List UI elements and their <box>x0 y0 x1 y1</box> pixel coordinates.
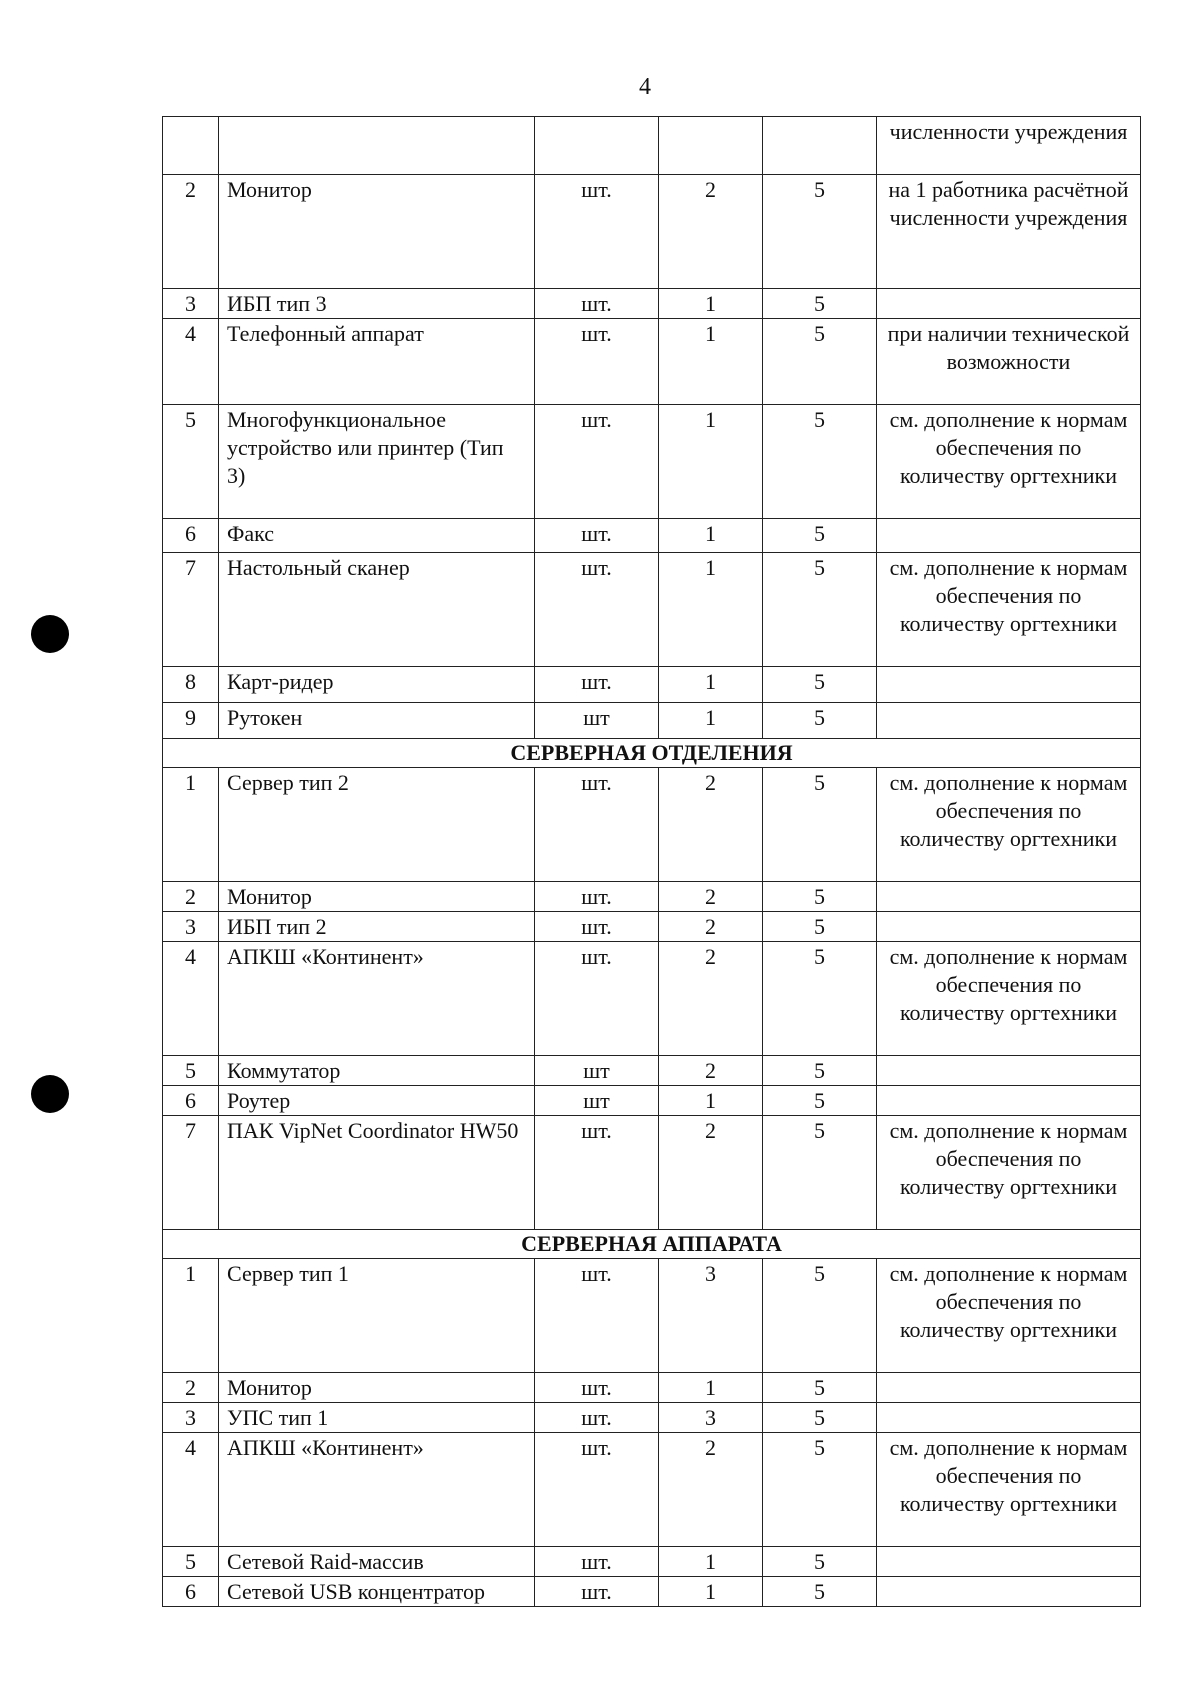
item-name <box>219 117 535 175</box>
note <box>877 519 1141 553</box>
item-name: Сетевой USB концентратор <box>219 1577 535 1607</box>
equipment-norms-table <box>162 116 1141 1607</box>
unit-of-measure: шт. <box>535 1373 659 1403</box>
row-number: 2 <box>163 882 219 912</box>
note: см. дополнение к нормам обеспечения по количеству оргтехники <box>877 1116 1141 1230</box>
service-life-years: 5 <box>763 519 877 553</box>
unit-of-measure: шт. <box>535 1433 659 1547</box>
row-number: 2 <box>163 175 219 289</box>
row-number: 9 <box>163 703 219 739</box>
service-life-years <box>763 117 877 175</box>
unit-of-measure: шт. <box>535 942 659 1056</box>
row-number: 3 <box>163 912 219 942</box>
unit-of-measure: шт. <box>535 768 659 882</box>
quantity: 1 <box>659 405 763 519</box>
quantity: 1 <box>659 667 763 703</box>
punch-hole-mark <box>31 1075 69 1113</box>
unit-of-measure: шт. <box>535 519 659 553</box>
note: численности учреждения <box>877 117 1141 175</box>
page-number: 4 <box>639 74 651 100</box>
note <box>877 1056 1141 1086</box>
item-name: УПС тип 1 <box>219 1403 535 1433</box>
item-name: Многофункциональное устройство или принтер (Тип 3) <box>219 405 535 519</box>
service-life-years: 5 <box>763 882 877 912</box>
item-name: АПКШ «Континент» <box>219 942 535 1056</box>
table-row <box>163 768 1141 882</box>
table-row <box>163 553 1141 667</box>
note <box>877 882 1141 912</box>
row-number <box>163 117 219 175</box>
unit-of-measure: шт. <box>535 667 659 703</box>
row-number: 1 <box>163 1259 219 1373</box>
quantity: 2 <box>659 912 763 942</box>
unit-of-measure: шт. <box>535 1547 659 1577</box>
row-number: 4 <box>163 942 219 1056</box>
item-name: Настольный сканер <box>219 553 535 667</box>
quantity: 1 <box>659 703 763 739</box>
item-name: Монитор <box>219 175 535 289</box>
unit-of-measure: шт. <box>535 289 659 319</box>
quantity: 1 <box>659 1547 763 1577</box>
item-name: Монитор <box>219 1373 535 1403</box>
quantity: 1 <box>659 319 763 405</box>
table-row <box>163 175 1141 289</box>
table-row <box>163 319 1141 405</box>
item-name: Коммутатор <box>219 1056 535 1086</box>
service-life-years: 5 <box>763 1577 877 1607</box>
unit-of-measure: шт <box>535 703 659 739</box>
section-title: СЕРВЕРНАЯ ОТДЕЛЕНИЯ <box>163 739 1141 768</box>
service-life-years: 5 <box>763 1547 877 1577</box>
row-number: 4 <box>163 319 219 405</box>
row-number: 1 <box>163 768 219 882</box>
unit-of-measure: шт. <box>535 882 659 912</box>
unit-of-measure: шт. <box>535 1259 659 1373</box>
row-number: 2 <box>163 1373 219 1403</box>
quantity: 1 <box>659 1577 763 1607</box>
row-number: 8 <box>163 667 219 703</box>
note: см. дополнение к нормам обеспечения по количеству оргтехники <box>877 1433 1141 1547</box>
service-life-years: 5 <box>763 667 877 703</box>
row-number: 7 <box>163 553 219 667</box>
table-row <box>163 1086 1141 1116</box>
unit-of-measure: шт <box>535 1056 659 1086</box>
table-row <box>163 703 1141 739</box>
section-header-row <box>163 739 1141 768</box>
item-name: Сервер тип 1 <box>219 1259 535 1373</box>
unit-of-measure: шт. <box>535 912 659 942</box>
quantity: 3 <box>659 1259 763 1373</box>
service-life-years: 5 <box>763 319 877 405</box>
quantity: 1 <box>659 553 763 667</box>
unit-of-measure: шт. <box>535 319 659 405</box>
row-number: 3 <box>163 1403 219 1433</box>
unit-of-measure: шт <box>535 1086 659 1116</box>
item-name: ИБП тип 2 <box>219 912 535 942</box>
table-row <box>163 667 1141 703</box>
row-number: 6 <box>163 1086 219 1116</box>
service-life-years: 5 <box>763 1116 877 1230</box>
quantity: 1 <box>659 289 763 319</box>
note: при наличии технической возможности <box>877 319 1141 405</box>
unit-of-measure: шт. <box>535 553 659 667</box>
service-life-years: 5 <box>763 553 877 667</box>
item-name: Монитор <box>219 882 535 912</box>
quantity: 2 <box>659 768 763 882</box>
note <box>877 1086 1141 1116</box>
quantity: 1 <box>659 1086 763 1116</box>
item-name: Сервер тип 2 <box>219 768 535 882</box>
table-row <box>163 519 1141 553</box>
table-row <box>163 405 1141 519</box>
quantity: 2 <box>659 1056 763 1086</box>
item-name: АПКШ «Континент» <box>219 1433 535 1547</box>
table-body <box>163 117 1141 1607</box>
quantity: 1 <box>659 519 763 553</box>
note: см. дополнение к нормам обеспечения по количеству оргтехники <box>877 405 1141 519</box>
note: на 1 работника расчётной численности учреждения <box>877 175 1141 289</box>
note <box>877 1577 1141 1607</box>
row-number: 6 <box>163 519 219 553</box>
note <box>877 1403 1141 1433</box>
service-life-years: 5 <box>763 1403 877 1433</box>
quantity: 2 <box>659 175 763 289</box>
note: см. дополнение к нормам обеспечения по количеству оргтехники <box>877 768 1141 882</box>
row-number: 5 <box>163 1547 219 1577</box>
note <box>877 912 1141 942</box>
table-row <box>163 1056 1141 1086</box>
note <box>877 667 1141 703</box>
service-life-years: 5 <box>763 1373 877 1403</box>
item-name: Роутер <box>219 1086 535 1116</box>
row-number: 6 <box>163 1577 219 1607</box>
note: см. дополнение к нормам обеспечения по количеству оргтехники <box>877 942 1141 1056</box>
service-life-years: 5 <box>763 175 877 289</box>
item-name: Сетевой Raid-массив <box>219 1547 535 1577</box>
quantity: 2 <box>659 1116 763 1230</box>
unit-of-measure: шт. <box>535 405 659 519</box>
service-life-years: 5 <box>763 1056 877 1086</box>
table-row <box>163 289 1141 319</box>
note <box>877 1547 1141 1577</box>
item-name: Телефонный аппарат <box>219 319 535 405</box>
note: см. дополнение к нормам обеспечения по количеству оргтехники <box>877 1259 1141 1373</box>
table-row <box>163 117 1141 175</box>
table-row <box>163 882 1141 912</box>
section-title: СЕРВЕРНАЯ АППАРАТА <box>163 1230 1141 1259</box>
item-name: Карт-ридер <box>219 667 535 703</box>
table-row <box>163 1403 1141 1433</box>
unit-of-measure: шт. <box>535 1577 659 1607</box>
table-row <box>163 1577 1141 1607</box>
table-row <box>163 912 1141 942</box>
quantity: 2 <box>659 882 763 912</box>
table-row <box>163 1116 1141 1230</box>
item-name: Рутокен <box>219 703 535 739</box>
item-name: ИБП тип 3 <box>219 289 535 319</box>
row-number: 5 <box>163 405 219 519</box>
note <box>877 1373 1141 1403</box>
punch-hole-mark <box>31 615 69 653</box>
table-row <box>163 942 1141 1056</box>
service-life-years: 5 <box>763 405 877 519</box>
note <box>877 703 1141 739</box>
unit-of-measure: шт. <box>535 1403 659 1433</box>
item-name: Факс <box>219 519 535 553</box>
service-life-years: 5 <box>763 1433 877 1547</box>
unit-of-measure: шт. <box>535 175 659 289</box>
section-header-row <box>163 1230 1141 1259</box>
quantity: 2 <box>659 942 763 1056</box>
service-life-years: 5 <box>763 1086 877 1116</box>
unit-of-measure <box>535 117 659 175</box>
unit-of-measure: шт. <box>535 1116 659 1230</box>
quantity: 2 <box>659 1433 763 1547</box>
service-life-years: 5 <box>763 289 877 319</box>
note: см. дополнение к нормам обеспечения по количеству оргтехники <box>877 553 1141 667</box>
quantity <box>659 117 763 175</box>
table-row <box>163 1433 1141 1547</box>
table-row <box>163 1547 1141 1577</box>
row-number: 5 <box>163 1056 219 1086</box>
service-life-years: 5 <box>763 703 877 739</box>
row-number: 7 <box>163 1116 219 1230</box>
table-row <box>163 1259 1141 1373</box>
note <box>877 289 1141 319</box>
quantity: 3 <box>659 1403 763 1433</box>
service-life-years: 5 <box>763 942 877 1056</box>
service-life-years: 5 <box>763 912 877 942</box>
row-number: 4 <box>163 1433 219 1547</box>
item-name: ПАК VipNet Coordinator HW50 <box>219 1116 535 1230</box>
service-life-years: 5 <box>763 1259 877 1373</box>
table-row <box>163 1373 1141 1403</box>
row-number: 3 <box>163 289 219 319</box>
quantity: 1 <box>659 1373 763 1403</box>
service-life-years: 5 <box>763 768 877 882</box>
